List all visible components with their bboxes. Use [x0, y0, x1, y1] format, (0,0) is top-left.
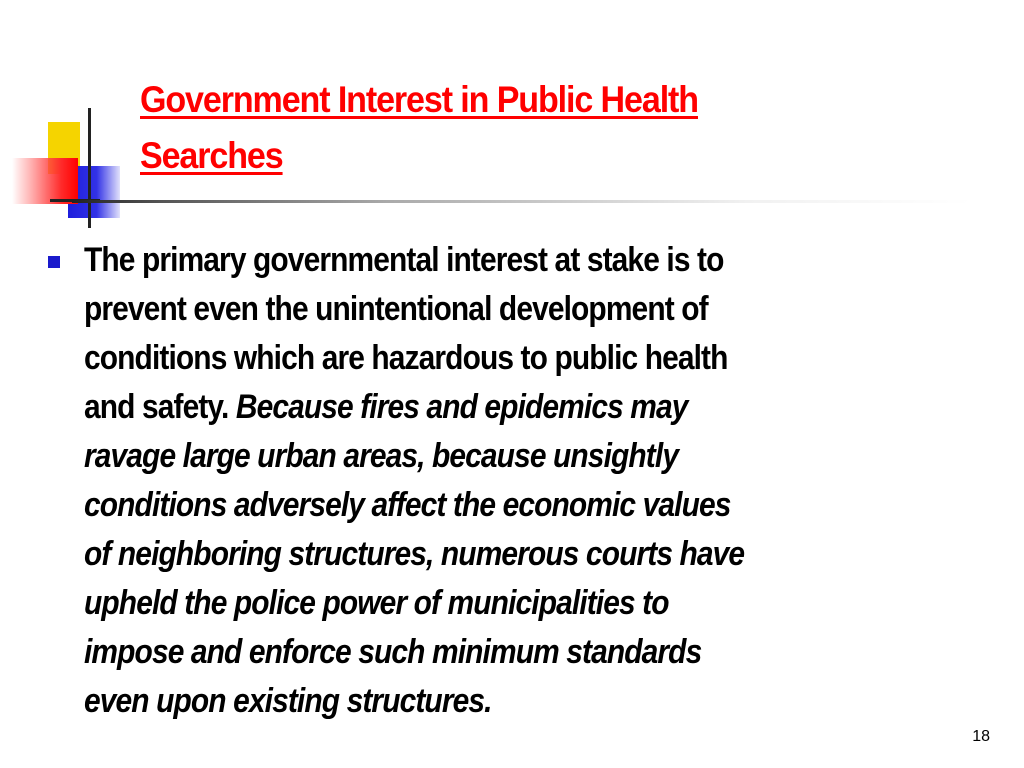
- bullet-line: [84, 628, 929, 677]
- bullet-line-text: conditions which are hazardous to public health: [84, 339, 728, 377]
- bullet-line: [84, 432, 929, 481]
- bullet-line-text: and safety.: [84, 388, 236, 426]
- title-divider: [72, 200, 972, 203]
- title-line-2: Searches: [140, 135, 283, 176]
- bullet-line-text: prevent even the unintentional development of: [84, 290, 708, 328]
- bullet-line: [84, 481, 929, 530]
- red-square-decoration: [12, 158, 78, 204]
- square-bullet-icon: [48, 256, 60, 268]
- bullet-line-italic: of neighboring structures, numerous courts have: [84, 535, 745, 573]
- vertical-line-decoration: [88, 108, 91, 228]
- bullet-line: [84, 530, 929, 579]
- bullet-line: [84, 236, 929, 285]
- bullet-text: [84, 236, 929, 726]
- bullet-line-italic: conditions adversely affect the economic values: [84, 486, 731, 524]
- bullet-line: [84, 334, 929, 383]
- bullet-line: [84, 579, 929, 628]
- bullet-line-italic: impose and enforce such minimum standards: [84, 633, 702, 671]
- bullet-line-text: The primary governmental interest at stake is to: [84, 241, 724, 279]
- bullet-line: [84, 285, 929, 334]
- title-line-1: Government Interest in Public Health: [140, 79, 698, 120]
- bullet-line-italic: even upon existing structures.: [84, 682, 492, 720]
- bullet-line-italic: ravage large urban areas, because unsightly: [84, 437, 679, 475]
- bullet-line: [84, 383, 929, 432]
- bullet-line: [84, 677, 929, 726]
- slide-title: [140, 72, 931, 184]
- page-number: 18: [972, 728, 990, 745]
- bullet-line-italic: Because fires and epidemics may: [235, 388, 688, 426]
- bullet-line-italic: upheld the police power of municipalities to: [84, 584, 669, 622]
